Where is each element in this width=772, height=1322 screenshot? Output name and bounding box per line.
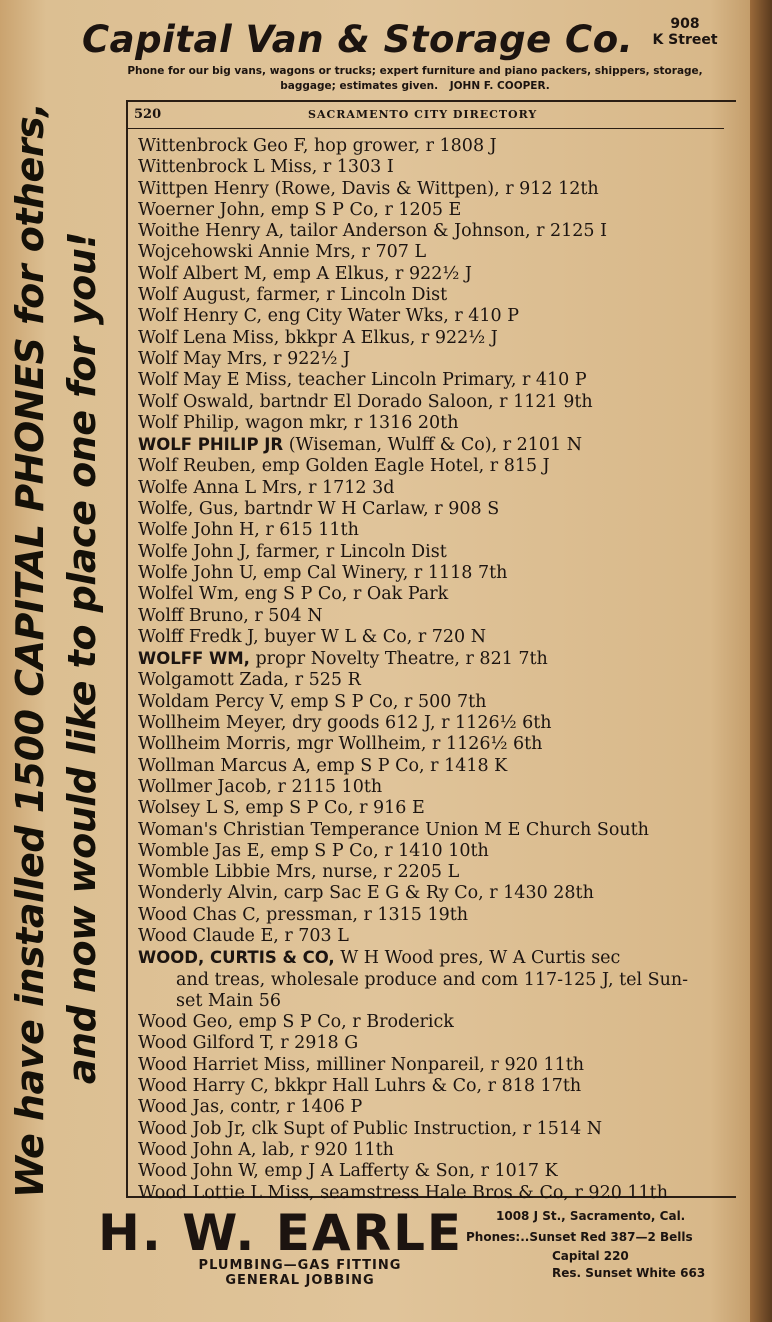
directory-entry xyxy=(138,520,734,541)
entry-name: Wood Claude E, xyxy=(138,925,279,946)
directory-entry xyxy=(138,1097,734,1118)
directory-entry xyxy=(138,349,734,370)
entry-details: clk Supt of Public Instruction, r 1514 N xyxy=(245,1118,603,1139)
directory-entry xyxy=(138,648,734,670)
directory-entry xyxy=(138,883,734,904)
bottom-ad-phones: Phones:..Sunset Red 387—2 Bells xyxy=(466,1230,693,1244)
directory-entry xyxy=(138,926,734,947)
entry-name: Wolf Lena Miss, xyxy=(138,327,280,348)
entry-name: Wolff Bruno, xyxy=(138,605,249,626)
page-number: 520 xyxy=(134,107,162,122)
entry-name: Wolf Oswald, xyxy=(138,391,255,412)
directory-entry xyxy=(138,1119,734,1140)
entry-details: emp S P Co, r 1418 K xyxy=(310,755,508,776)
bottom-ad-residence: Res. Sunset White 663 xyxy=(552,1266,706,1280)
entry-name: Wolf August, xyxy=(138,285,251,306)
top-ad-company-name: Capital Van & Storage Co. xyxy=(82,18,634,61)
entry-details: r 707 L xyxy=(355,242,427,263)
entry-details: wagon mkr, r 1316 20th xyxy=(239,412,459,433)
entry-details: W H Wood pres, W A Curtis sec xyxy=(334,948,621,969)
entry-name: Wolf Henry C, xyxy=(138,306,263,327)
entry-name: Wittenbrock Geo F, xyxy=(138,136,309,156)
entry-details: r 615 11th xyxy=(259,520,359,541)
side-advert-line2: and now would like to place one for you! xyxy=(60,231,104,1085)
entry-name: WOOD, CURTIS & CO, xyxy=(138,948,335,968)
entry-details: bkkpr A Elkus, r 922½ J xyxy=(279,327,498,348)
entry-details: r 922½ J xyxy=(267,348,351,369)
bottom-ad-phone-capital: Capital 220 xyxy=(552,1249,629,1263)
directory-entry xyxy=(138,947,734,969)
entry-details: (Rowe, Davis & Wittpen), r 912 12th xyxy=(268,178,599,199)
entry-name: Wolfe Anna L Mrs, xyxy=(138,477,303,498)
entry-name: Wolfe John U, xyxy=(138,562,258,583)
directory-entry xyxy=(138,991,734,1012)
directory-entry xyxy=(138,200,734,221)
entry-name: Wolfe John H, xyxy=(138,520,260,541)
directory-entry xyxy=(138,392,734,413)
page-header xyxy=(128,102,724,129)
entry-name: Wollman Marcus A, xyxy=(138,755,311,776)
directory-entry xyxy=(138,157,734,178)
side-advert xyxy=(4,102,126,1198)
entry-details: emp S P Co, r Broderick xyxy=(233,1012,454,1033)
entry-name: Woerner John, xyxy=(138,199,266,220)
bottom-ad-address: 1008 J St., Sacramento, Cal. xyxy=(496,1209,686,1223)
entry-details: nurse, r 2205 L xyxy=(316,862,460,883)
directory-entry xyxy=(138,179,734,200)
directory-entry xyxy=(138,970,734,991)
entry-name: Woman's Christian Temperance Union xyxy=(138,819,479,840)
entry-name: Wood John W, xyxy=(138,1161,259,1182)
bottom-ad-services-line1: PLUMBING—GAS FITTING xyxy=(198,1258,402,1273)
entry-name: Wood Harry C, xyxy=(138,1076,269,1097)
entry-details: buyer W L & Co, r 720 N xyxy=(258,626,487,647)
entry-name: Womble Jas E, xyxy=(138,840,265,861)
page-title: SACRAMENTO CITY DIRECTORY xyxy=(308,108,538,121)
bottom-ad-contact xyxy=(466,1206,744,1282)
entry-details: lab, r 920 11th xyxy=(256,1139,394,1160)
side-advert-line1: We have installed 1500 CAPITAL PHONES for others, xyxy=(8,102,52,1198)
bottom-ad-services-line2: GENERAL JOBBING xyxy=(225,1273,375,1288)
entry-name: Wollmer Jacob, xyxy=(138,776,272,797)
directory-entry xyxy=(138,820,734,841)
entry-details: r 2918 G xyxy=(274,1033,359,1054)
entry-name: Wolf Albert M, xyxy=(138,263,268,284)
entry-name: Wood Jas, xyxy=(138,1097,225,1118)
directory-entry xyxy=(138,542,734,563)
top-ad-address-street: K Street xyxy=(652,32,718,48)
entry-details: tailor Anderson & Johnson, r 2125 I xyxy=(284,221,608,242)
entry-name: Wood Lottie L Miss, xyxy=(138,1182,315,1203)
entry-name: Woithe Henry A, xyxy=(138,221,285,242)
directory-entry xyxy=(138,627,734,648)
entry-name: Womble Libbie Mrs, xyxy=(138,862,317,883)
entry-details: eng S P Co, r Oak Park xyxy=(239,584,449,605)
entry-details: bartndr W H Carlaw, r 908 S xyxy=(238,499,500,520)
entry-details: emp S P Co, r 500 7th xyxy=(284,691,487,712)
entry-name: Woldam Percy V, xyxy=(138,691,285,712)
entry-name: Wonderly Alvin, xyxy=(138,883,279,904)
directory-entry xyxy=(138,862,734,883)
directory-entry xyxy=(138,306,734,327)
directory-entry xyxy=(138,413,734,434)
directory-entry xyxy=(138,242,734,263)
directory-entry xyxy=(138,1055,734,1076)
entry-details: mgr Wollheim, r 1126½ 6th xyxy=(291,734,543,755)
entry-details: farmer, r Lincoln Dist xyxy=(250,541,447,562)
directory-entry xyxy=(138,264,734,285)
entry-details: carp Sac E G & Ry Co, r 1430 28th xyxy=(278,883,594,904)
entry-details: hop grower, r 1808 J xyxy=(308,136,497,156)
entry-name: Wolfe, Gus, xyxy=(138,499,239,520)
directory-entry xyxy=(138,841,734,862)
entry-details: set Main 56 xyxy=(176,990,281,1011)
entry-details: milliner Nonpareil, r 920 11th xyxy=(310,1054,585,1075)
directory-entry xyxy=(138,136,734,157)
directory-entry xyxy=(138,328,734,349)
directory-entry xyxy=(138,692,734,713)
entry-details: emp S P Co, r 916 E xyxy=(239,798,425,819)
directory-entry xyxy=(138,798,734,819)
entry-name: Wittpen Henry xyxy=(138,178,269,199)
directory-entry xyxy=(138,1183,734,1204)
book-spine xyxy=(750,0,772,1322)
entry-details: r 1303 I xyxy=(317,157,394,178)
directory-entry xyxy=(138,734,734,755)
entry-name: Wood John A, xyxy=(138,1139,257,1160)
directory-entry xyxy=(138,756,734,777)
directory-entry xyxy=(138,1076,734,1097)
entry-name: Wolf May E Miss, xyxy=(138,370,293,391)
directory-entry xyxy=(138,905,734,926)
directory-entry xyxy=(138,777,734,798)
entry-name: Wolf Reuben, xyxy=(138,456,257,477)
entry-details: r 703 L xyxy=(278,925,349,946)
directory-entry xyxy=(138,563,734,584)
directory-entry xyxy=(138,285,734,306)
entry-name: Wolff Fredk J, xyxy=(138,626,259,647)
entry-details: seamstress Hale Bros & Co, r 920 11th xyxy=(314,1182,668,1203)
entry-details: farmer, r Lincoln Dist xyxy=(250,285,448,306)
directory-entry xyxy=(138,1140,734,1161)
entry-details: pressman, r 1315 19th xyxy=(260,904,469,925)
directory-entries xyxy=(138,136,734,1204)
entry-details: dry goods 612 J, r 1126½ 6th xyxy=(286,713,552,734)
directory-entry xyxy=(138,434,734,456)
entry-details: contr, r 1406 P xyxy=(224,1097,363,1118)
directory-entry xyxy=(138,478,734,499)
top-ad-address xyxy=(640,16,730,48)
directory-entry xyxy=(138,456,734,477)
directory-entry xyxy=(138,606,734,627)
entry-details: bartndr El Dorado Saloon, r 1121 9th xyxy=(254,391,593,412)
entry-name: Wood Gilford T, xyxy=(138,1033,275,1054)
entry-name: Wollheim Morris, xyxy=(138,734,292,755)
top-ad-tagline-text: Phone for our big vans, wagons or trucks; expert furniture and piano packers, shippers, storage, baggage; estimates given. xyxy=(127,65,703,92)
directory-entry xyxy=(138,221,734,242)
entry-details: and treas, wholesale produce and com 117-125 J, tel Sun- xyxy=(176,969,689,990)
entry-name: WOLF PHILIP JR xyxy=(138,435,284,455)
entry-name: Wolsey L S, xyxy=(138,798,240,819)
bottom-ad-services xyxy=(150,1258,450,1288)
entry-name: Wood Chas C, xyxy=(138,904,261,925)
entry-name: Wood Geo, xyxy=(138,1012,234,1033)
entry-details: r 2115 10th xyxy=(271,776,383,797)
entry-name: Wolfe John J, xyxy=(138,541,251,562)
entry-name: Wolf Philip, xyxy=(138,412,240,433)
entry-details: (Wiseman, Wulff & Co), r 2101 N xyxy=(283,435,583,456)
entry-name: WOLFF WM, xyxy=(138,649,250,669)
entry-details: emp S P Co, r 1205 E xyxy=(265,199,462,220)
entry-details: eng City Water Wks, r 410 P xyxy=(262,306,520,327)
entry-name: Wolfel Wm, xyxy=(138,584,240,605)
top-ad-owner: JOHN F. COOPER. xyxy=(449,80,550,92)
directory-entry xyxy=(138,670,734,691)
entry-details: M E Church South xyxy=(478,819,649,840)
entry-details: r 504 N xyxy=(248,605,323,626)
entry-details: bkkpr Hall Luhrs & Co, r 818 17th xyxy=(268,1076,582,1097)
directory-listing-box xyxy=(126,100,736,1203)
entry-details: emp J A Lafferty & Son, r 1017 K xyxy=(258,1161,558,1182)
entry-name: Wittenbrock L Miss, xyxy=(138,157,318,178)
entry-name: Wolgamott Zada, xyxy=(138,670,290,691)
entry-details: propr Novelty Theatre, r 821 7th xyxy=(249,649,548,670)
entry-details: r 1712 3d xyxy=(302,477,395,498)
entry-details: emp Golden Eagle Hotel, r 815 J xyxy=(256,456,550,477)
top-ad-address-number: 908 xyxy=(670,16,700,32)
directory-entry xyxy=(138,499,734,520)
directory-entry xyxy=(138,1012,734,1033)
entry-name: Wood Job Jr, xyxy=(138,1118,246,1139)
entry-details: r 525 R xyxy=(289,670,361,691)
directory-entry xyxy=(138,1161,734,1182)
entry-details: emp S P Co, r 1410 10th xyxy=(264,840,489,861)
entry-details: teacher Lincoln Primary, r 410 P xyxy=(292,370,587,391)
directory-entry xyxy=(138,584,734,605)
entry-details: emp A Elkus, r 922½ J xyxy=(267,263,472,284)
directory-entry xyxy=(138,713,734,734)
entry-name: Wollheim Meyer, xyxy=(138,713,287,734)
directory-entry xyxy=(138,1033,734,1054)
entry-details: emp Cal Winery, r 1118 7th xyxy=(257,562,508,583)
top-ad-tagline xyxy=(100,64,730,94)
directory-entry xyxy=(138,370,734,391)
entry-name: Wojcehowski Annie Mrs, xyxy=(138,242,356,263)
entry-name: Wolf May Mrs, xyxy=(138,348,268,369)
entry-name: Wood Harriet Miss, xyxy=(138,1054,311,1075)
side-advert-text xyxy=(4,102,126,1198)
bottom-ad-name: H. W. EARLE xyxy=(98,1204,464,1262)
